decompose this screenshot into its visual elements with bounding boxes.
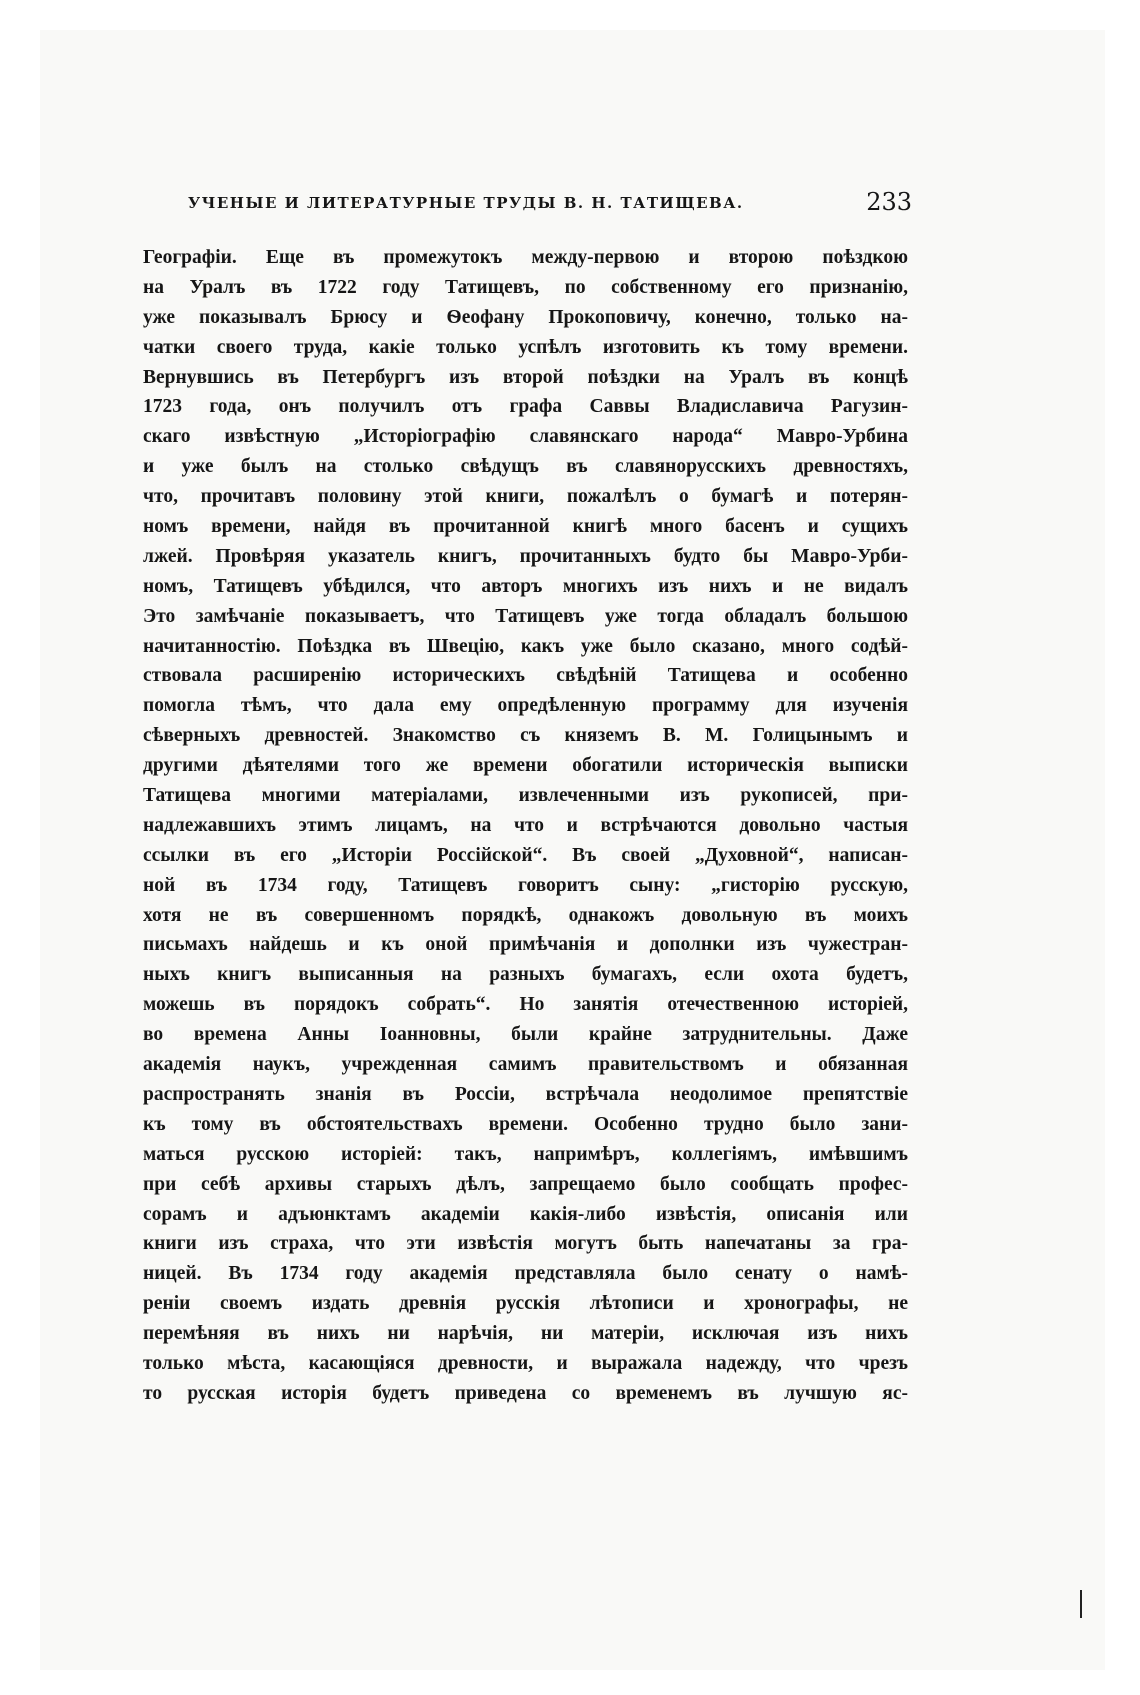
text-line: Это замѣчаніе показываетъ, что Татищевъ уже тогда обладалъ большою	[143, 605, 908, 627]
body-text	[143, 243, 908, 1409]
margin-mark	[1080, 1590, 1082, 1618]
text-line: маться русскою исторіей: такъ, напримѣръ, коллегіямъ, имѣвшимъ	[143, 1143, 908, 1165]
text-line: хотя не въ совершенномъ порядкѣ, однакожъ довольную въ моихъ	[143, 904, 908, 926]
text-line: Татищева многими матеріалами, извлеченными изъ рукописей, при-	[143, 785, 908, 807]
text-line: другими дѣятелями того же времени обогатили историческія выписки	[143, 755, 908, 777]
text-line: скаго извѣстную „Исторіографію славянскаго народа“ Мавро-Урбина	[143, 426, 908, 448]
text-line: академія наукъ, учрежденная самимъ правительствомъ и обязанная	[143, 1054, 908, 1076]
text-line: ствовала расширенію историческихъ свѣдѣній Татищева и особенно	[143, 665, 908, 687]
text-line: распространять знанія въ Россіи, встрѣчала неодолимое препятствіе	[143, 1083, 908, 1105]
text-line: реніи своемъ издать древнія русскія лѣтописи и хронографы, не	[143, 1293, 908, 1315]
text-line: только мѣста, касающіяся древности, и выражала надежду, что чрезъ	[143, 1352, 908, 1374]
text-line: номъ времени, найдя въ прочитанной книгѣ много басенъ и сущихъ	[143, 516, 908, 538]
text-line: то русская исторія будетъ приведена со временемъ въ лучшую яс-	[143, 1382, 908, 1404]
text-line: надлежавшихъ этимъ лицамъ, на что и встрѣчаются довольно частыя	[143, 814, 908, 836]
running-head: УЧЕНЫЕ И ЛИТЕРАТУРНЫЕ ТРУДЫ В. Н. ТАТИЩЕВА.	[188, 194, 744, 212]
text-line: ныхъ книгъ выписанныя на разныхъ бумагахъ, если охота будетъ,	[143, 964, 908, 986]
page-header	[188, 190, 918, 220]
page-number: 233	[866, 188, 912, 216]
text-line: при себѣ архивы старыхъ дѣлъ, запрещаемо было сообщать профес-	[143, 1173, 908, 1195]
text-line: начитанностію. Поѣздка въ Швецію, какъ уже было сказано, много содѣй-	[143, 635, 908, 657]
text-line: ссылки въ его „Исторіи Россійской“. Въ своей „Духовной“, написан-	[143, 844, 908, 866]
text-line: ной въ 1734 году, Татищевъ говоритъ сыну: „гисторію русскую,	[143, 874, 908, 896]
text-line: во времена Анны Іоанновны, были крайне затруднительны. Даже	[143, 1024, 908, 1046]
text-line: сорамъ и адъюнктамъ академіи какія-либо извѣстія, описанія или	[143, 1203, 908, 1225]
text-line: 1723 года, онъ получилъ отъ графа Саввы Владиславича Рагузин-	[143, 396, 908, 418]
text-line: можешь въ порядокъ собрать“. Но занятія отечественною исторіей,	[143, 994, 908, 1016]
text-line: письмахъ найдешь и къ оной примѣчанія и дополнки изъ чужестран-	[143, 934, 908, 956]
text-line: Вернувшись въ Петербургъ изъ второй поѣздки на Уралъ въ концѣ	[143, 366, 908, 388]
text-line: помогла тѣмъ, что дала ему опредѣленную программу для изученія	[143, 695, 908, 717]
text-line: уже показывалъ Брюсу и Ѳеофану Прокоповичу, конечно, только на-	[143, 306, 908, 328]
text-line: что, прочитавъ половину этой книги, пожалѣлъ о бумагѣ и потерян-	[143, 486, 908, 508]
text-line: номъ, Татищевъ убѣдился, что авторъ многихъ изъ нихъ и не видалъ	[143, 575, 908, 597]
text-line: и уже былъ на столько свѣдущъ въ славянорусскихъ древностяхъ,	[143, 456, 908, 478]
text-line: Географіи. Еще въ промежутокъ между-первою и второю поѣздкою	[143, 247, 908, 268]
text-line: на Уралъ въ 1722 году Татищевъ, по собственному его признанію,	[143, 276, 908, 298]
text-line: сѣверныхъ древностей. Знакомство съ княземъ В. М. Голицынымъ и	[143, 725, 908, 747]
text-line: ницей. Въ 1734 году академія представляла было сенату о намѣ-	[143, 1263, 908, 1285]
text-line: лжей. Провѣряя указатель книгъ, прочитанныхъ будто бы Мавро-Урби-	[143, 545, 908, 567]
text-line: книги изъ страха, что эти извѣстія могутъ быть напечатаны за гра-	[143, 1233, 908, 1255]
text-line: чатки своего труда, какіе только успѣлъ изготовить къ тому времени.	[143, 336, 908, 358]
text-line: къ тому въ обстоятельствахъ времени. Особенно трудно было зани-	[143, 1113, 908, 1135]
text-line: перемѣняя въ нихъ ни нарѣчія, ни матеріи, исключая изъ нихъ	[143, 1323, 908, 1345]
